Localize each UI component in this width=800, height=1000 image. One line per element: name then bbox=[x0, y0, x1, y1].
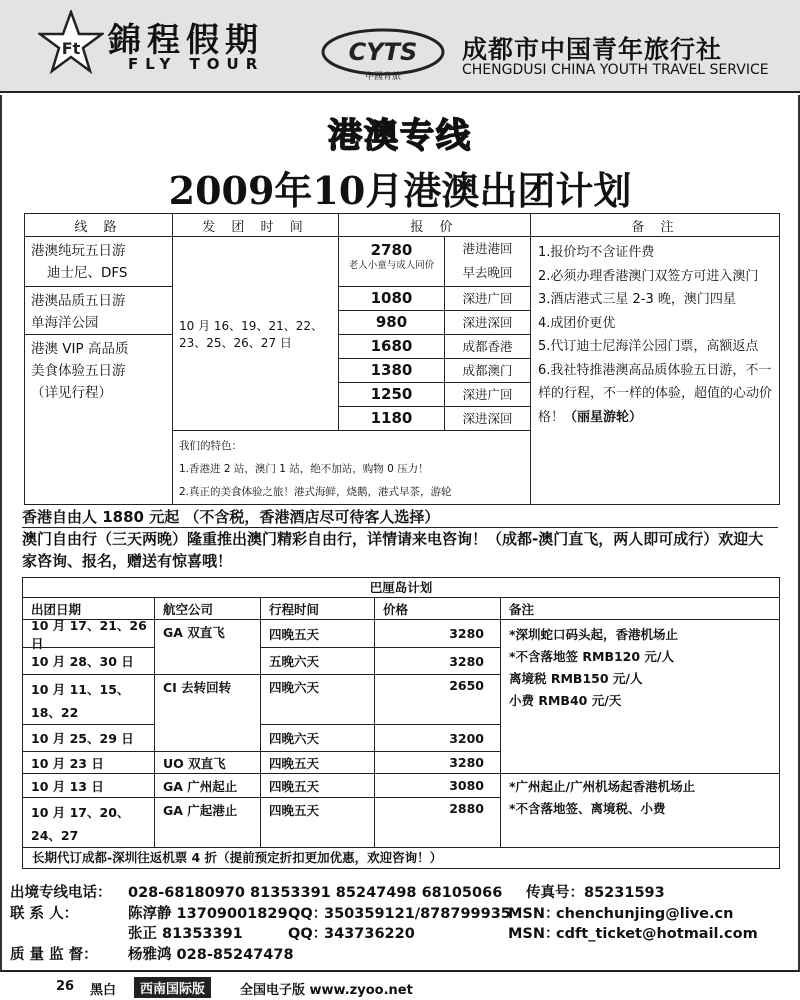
hk-free-travel: 香港自由人 1880 元起 （不含税，香港酒店尽可待客人选择） bbox=[22, 508, 440, 526]
bali-airline: GA 广州起止 bbox=[155, 774, 261, 798]
route-line: 迪士尼、DFS bbox=[47, 265, 128, 281]
feature-line: 我们的特色： bbox=[179, 440, 242, 452]
note-line: 3.酒店港式三星 2-3 晚，澳门四星 bbox=[538, 292, 736, 307]
quality-label: 质 量 监 督： bbox=[10, 946, 98, 963]
price-cell: 1080 bbox=[339, 287, 445, 311]
bali-duration: 四晚六天 bbox=[261, 675, 375, 725]
print-color: 黑白 bbox=[90, 983, 117, 998]
page-number: 26 bbox=[56, 979, 75, 994]
price-loc-cell bbox=[445, 237, 531, 287]
bali-date: 10 月 23 日 bbox=[23, 752, 155, 774]
price-value: 2780 bbox=[370, 241, 413, 259]
phone-label: 出境专线电话： bbox=[10, 885, 112, 901]
price-cell: 1250 bbox=[339, 383, 445, 407]
fly-tour-title: 錦程假期 bbox=[108, 20, 264, 59]
edition-label: 西南国际版 bbox=[134, 977, 211, 998]
bali-date: 10 月 25、29 日 bbox=[23, 725, 155, 752]
note-text: 6.我社特推港澳高品质体验五日游，不一样的行程，不一样的体验，超值的心动价格！ bbox=[538, 362, 773, 425]
msn-label: MSN： bbox=[508, 905, 560, 922]
bali-note: *不含落地签 RMB120 元/人 bbox=[509, 649, 674, 664]
note-line: 1.报价均不含证件费 bbox=[538, 245, 655, 260]
star-logo-icon bbox=[38, 10, 104, 76]
bali-header-notes: 备注 bbox=[501, 598, 779, 620]
bali-airline: GA 广起港止 bbox=[155, 798, 261, 848]
bali-notes-b-text bbox=[509, 776, 695, 820]
price-loc: 深进深回 bbox=[445, 311, 531, 335]
route-line: 港澳纯玩五日游 bbox=[31, 243, 126, 259]
route-line: 港澳品质五日游 bbox=[31, 293, 126, 309]
bali-date: 10 月 17、20、24、27 bbox=[23, 798, 155, 848]
header-price: 报 价 bbox=[339, 214, 531, 237]
bali-table bbox=[22, 577, 780, 869]
bali-price: 2650 bbox=[375, 675, 501, 725]
route-line: （详见行程） bbox=[31, 385, 112, 401]
svg-text:CYTS: CYTS bbox=[348, 38, 418, 66]
bali-notes-a-text bbox=[509, 624, 678, 712]
website-link[interactable]: 全国电子版 www.zyoo.net bbox=[240, 983, 413, 998]
cyts-logo-icon bbox=[318, 24, 448, 84]
route-line: 港澳 VIP 高品质 bbox=[31, 341, 129, 357]
feature-line: 2.真正的美食体验之旅！港式海鲜，烧鹅，港式早茶，游轮 bbox=[179, 486, 452, 498]
svg-text:中國青旅: 中國青旅 bbox=[364, 72, 402, 82]
note-line: 2.必须办理香港澳门双签方可进入澳门 bbox=[538, 268, 759, 284]
price-cell bbox=[339, 237, 445, 287]
route-line: 美食体验五日游 bbox=[31, 363, 126, 379]
bali-duration: 五晚六天 bbox=[261, 648, 375, 675]
msn-1: chenchunjing@live.cn bbox=[556, 905, 734, 922]
price-cell: 1180 bbox=[339, 407, 445, 431]
agency-name: 成都市中国青年旅行社 bbox=[462, 35, 723, 64]
bali-date: 10 月 28、30 日 bbox=[23, 648, 155, 675]
qq-label: QQ： bbox=[288, 926, 328, 942]
route-disney bbox=[25, 237, 173, 287]
macau-free-travel: 澳门自由行（三天两晚）隆重推出澳门精彩自由行，详情请来电咨询！（成都-澳门直飞，两人即可成行）欢迎大家咨询、报名，赠送有惊喜哦！ bbox=[22, 530, 764, 570]
route-line: 单海洋公园 bbox=[31, 315, 99, 331]
route-vip bbox=[25, 335, 173, 505]
bali-date: 10 月 11、15、18、22 bbox=[23, 675, 155, 725]
svg-text:Ft: Ft bbox=[61, 39, 81, 58]
person-label: 联 系 人： bbox=[10, 905, 79, 922]
bali-airline: GA 双直飞 bbox=[155, 620, 261, 675]
footer-bar bbox=[0, 970, 800, 1000]
bali-date: 10 月 13 日 bbox=[23, 774, 155, 798]
bali-note: *广州起止/广州机场起香港机场止 bbox=[509, 779, 696, 794]
header-notes: 备 注 bbox=[531, 214, 780, 237]
hk-macau-table bbox=[24, 213, 780, 505]
price-cell: 980 bbox=[339, 311, 445, 335]
header-dates: 发 团 时 间 bbox=[173, 214, 339, 237]
bali-price: 3280 bbox=[375, 752, 501, 774]
route-ocean-park bbox=[25, 287, 173, 335]
title-line2: 2009年10月港澳出团计划 bbox=[168, 168, 632, 213]
bali-duration: 四晚六天 bbox=[261, 725, 375, 752]
bali-price: 3080 bbox=[375, 774, 501, 798]
bali-title: 巴厘岛计划 bbox=[23, 578, 779, 598]
feature-line: 1.香港进 2 站，澳门 1 站，绝不加站，购物 0 压力！ bbox=[179, 463, 429, 475]
bali-price: 3200 bbox=[375, 725, 501, 752]
phone-numbers: 028-68180970 81353391 85247498 68105066 bbox=[128, 885, 503, 901]
ticket-discount: 长期代订成都-深圳往返机票 4 折（提前预定折扣更加优惠，欢迎咨询！） bbox=[32, 850, 443, 865]
bali-header-price: 价格 bbox=[375, 598, 501, 620]
note-line: 4.成团价更优 bbox=[538, 315, 616, 331]
bali-date: 10 月 17、21、26 日 bbox=[23, 620, 155, 648]
header-route: 线 路 bbox=[25, 214, 173, 237]
msn-2: cdft_ticket@hotmail.com bbox=[556, 926, 758, 942]
contact-person-2: 张正 81353391 bbox=[128, 926, 243, 942]
note-line: 5.代订迪士尼海洋公园门票，高额返点 bbox=[538, 339, 759, 354]
cruise-highlight: （丽星游轮） bbox=[564, 409, 643, 425]
departure-dates bbox=[173, 237, 339, 431]
bali-price: 2880 bbox=[375, 798, 501, 848]
bali-duration: 四晚五天 bbox=[261, 798, 375, 848]
bali-note: *深圳蛇口码头起，香港机场止 bbox=[509, 627, 679, 642]
dates-text: 10 月 16、19、21、22、23、25、26、27 日 bbox=[179, 318, 323, 350]
qq-2: 343736220 bbox=[324, 926, 415, 942]
agency-name-en: CHENGDUSI CHINA YOUTH TRAVEL SERVICE bbox=[462, 62, 769, 78]
qq-label: QQ： bbox=[288, 905, 328, 922]
bali-note: 小费 RMB40 元/天 bbox=[509, 693, 622, 708]
fly-tour-subtitle: FLY TOUR bbox=[128, 55, 265, 73]
price-loc: 深进广回 bbox=[445, 383, 531, 407]
bali-duration: 四晚五天 bbox=[261, 774, 375, 798]
bali-header-duration: 行程时间 bbox=[261, 598, 375, 620]
msn-label: MSN： bbox=[508, 926, 560, 942]
bali-note: *不含落地签、离境税、小费 bbox=[509, 801, 666, 816]
note-line bbox=[538, 359, 774, 430]
header-banner bbox=[0, 0, 800, 93]
price-note: 老人小童与成人同价 bbox=[348, 260, 435, 271]
notes-box bbox=[531, 237, 780, 505]
bali-header-airline: 航空公司 bbox=[155, 598, 261, 620]
bali-duration: 四晚五天 bbox=[261, 752, 375, 774]
price-loc: 早去晚回 bbox=[462, 265, 513, 280]
title-line1: 港澳专线 bbox=[328, 116, 472, 156]
bali-note: 离境税 RMB150 元/人 bbox=[509, 671, 643, 686]
bali-duration: 四晚五天 bbox=[261, 620, 375, 648]
bali-price: 3280 bbox=[375, 620, 501, 648]
quality-contact: 杨雅鸿 028-85247478 bbox=[128, 946, 294, 963]
bali-price: 3280 bbox=[375, 648, 501, 675]
contact-block bbox=[10, 883, 790, 965]
bali-header-date: 出团日期 bbox=[23, 598, 155, 620]
qq-1: 350359121/878799935 bbox=[324, 905, 511, 922]
features-box bbox=[173, 431, 531, 505]
bali-airline: UO 双直飞 bbox=[155, 752, 261, 774]
price-loc: 港进港回 bbox=[462, 241, 513, 256]
fax-number: 85231593 bbox=[584, 885, 665, 901]
price-loc: 深进广回 bbox=[445, 287, 531, 311]
price-loc: 深进深回 bbox=[445, 407, 531, 431]
fax-label: 传真号： bbox=[526, 885, 584, 901]
price-loc: 成都澳门 bbox=[445, 359, 531, 383]
contact-person-1: 陈淳静 13709001829 bbox=[128, 905, 288, 922]
bali-airline: CI 去转回转 bbox=[155, 675, 261, 752]
price-cell: 1380 bbox=[339, 359, 445, 383]
price-cell: 1680 bbox=[339, 335, 445, 359]
price-loc: 成都香港 bbox=[445, 335, 531, 359]
